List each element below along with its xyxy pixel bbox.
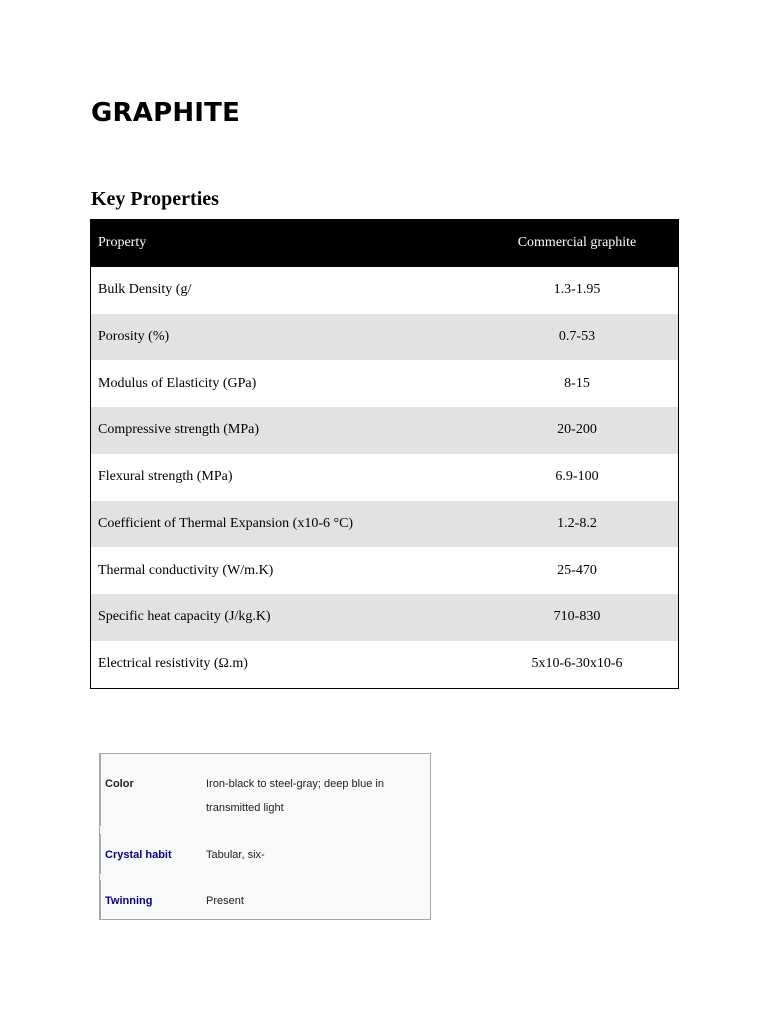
column-header-commercial-graphite: Commercial graphite	[517, 235, 637, 251]
property-cell: Coefficient of Thermal Expansion (x10-6 °C)	[98, 515, 354, 531]
document-title: GRAPHITE	[91, 98, 241, 128]
crystal-habit-link[interactable]: Crystal habit	[105, 849, 172, 861]
mineral-infobox	[99, 753, 431, 920]
value-cell: 1.3-1.95	[553, 282, 601, 298]
property-cell: Specific heat capacity (J/kg.K)	[98, 609, 271, 625]
infobox-value-twinning: Present	[206, 895, 244, 907]
value-cell: 0.7-53	[558, 328, 596, 344]
property-cell: Compressive strength (MPa)	[98, 422, 259, 438]
column-header-property: Property	[98, 235, 147, 251]
infobox-value-crystal-habit: Tabular, six-	[206, 849, 265, 861]
property-cell: Porosity (%)	[98, 328, 170, 344]
property-cell: Modulus of Elasticity (GPa)	[98, 375, 257, 391]
property-cell: Flexural strength (MPa)	[98, 469, 233, 485]
value-cell: 8-15	[564, 375, 590, 391]
table-row	[91, 314, 679, 361]
value-cell: 20-200	[557, 422, 597, 438]
infobox-divider	[100, 880, 101, 920]
table-row	[91, 594, 679, 641]
table-row	[91, 547, 679, 594]
value-cell: 710-830	[553, 609, 601, 625]
table-row	[91, 454, 679, 501]
infobox-key-color: Color	[105, 778, 134, 790]
table-row	[91, 407, 679, 454]
property-cell: Bulk Density (g/	[98, 282, 192, 298]
infobox-divider	[100, 834, 101, 874]
value-cell: 1.2-8.2	[557, 515, 597, 531]
table-row	[91, 501, 679, 548]
property-cell: Electrical resistivity (Ω.m)	[98, 656, 248, 672]
table-row	[91, 267, 679, 314]
property-cell: Thermal conductivity (W/m.K)	[98, 562, 274, 578]
value-cell: 6.9-100	[555, 469, 599, 485]
infobox-divider	[100, 754, 101, 826]
table-row	[91, 641, 679, 688]
value-cell: 5x10-6-30x10-6	[531, 656, 623, 672]
twinning-link[interactable]: Twinning	[105, 895, 153, 907]
infobox-value-color: Iron-black to steel-gray; deep blue in transmitted light	[206, 778, 384, 814]
section-title: Key Properties	[91, 188, 219, 210]
value-cell: 25-470	[557, 562, 597, 578]
table-header-row	[91, 220, 679, 267]
properties-table	[90, 219, 679, 689]
table-row	[91, 360, 679, 407]
